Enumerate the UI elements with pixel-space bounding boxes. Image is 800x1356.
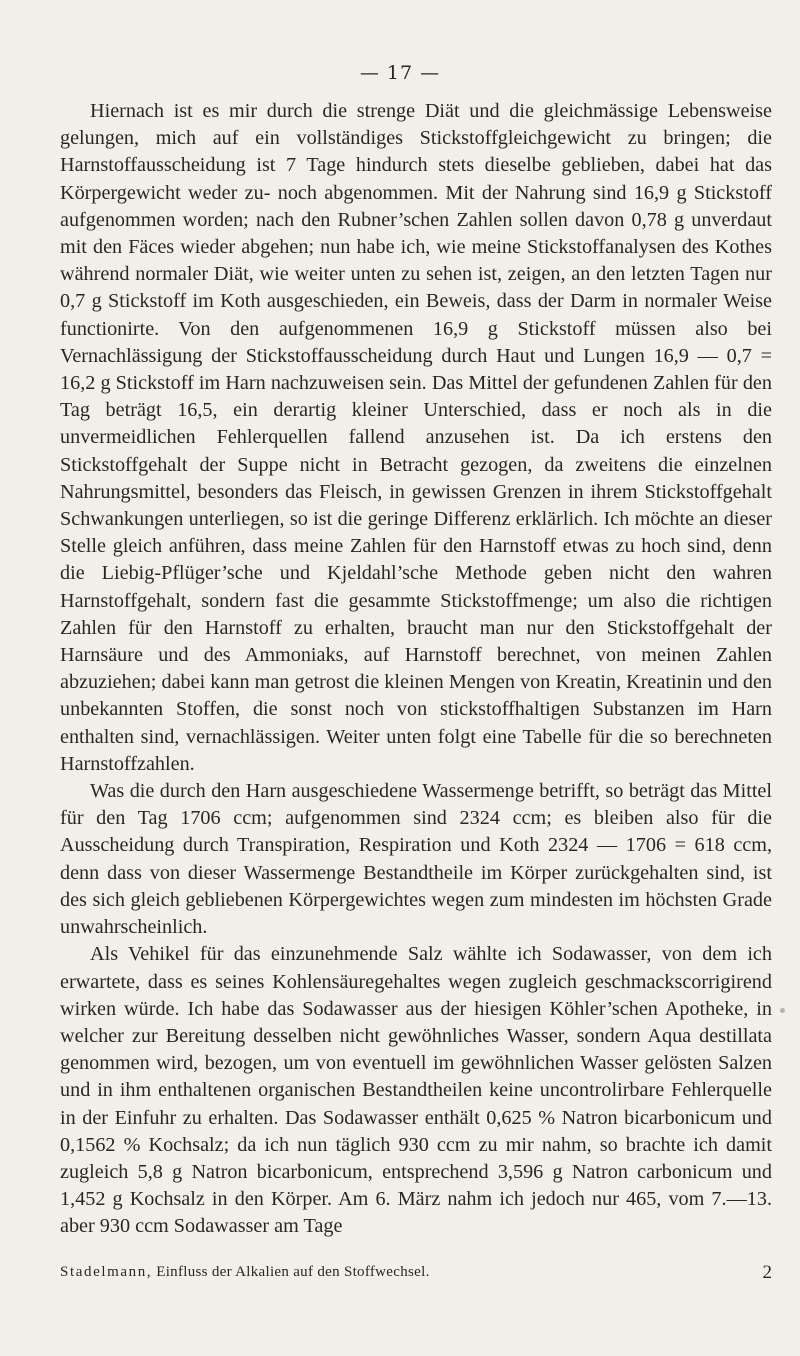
paragraph-3: Als Vehikel für das einzunehmende Salz wählte ich Sodawasser, von dem ich erwartete, dass es seines Kohlensäuregehaltes wegen zugleich geschmackscorrigirend wirken würde. Ich habe das Sodawasser aus der hiesigen Köhler’schen Apotheke, in welcher zur Bereitung desselben nicht gewöhnliches Wasser, sondern Aqua destillata genommen wird, bezogen, um von eventuell im gewöhnlichen Wasser gelösten Salzen und in ihm enthaltenen organischen Bestandtheilen keine uncontrolirbare Fehlerquelle in der Einfuhr zu erhalten. Das Sodawasser enthält 0,625 % Natron bicarbonicum und 0,1562 % Kochsalz; da ich nun täglich 930 ccm zu mir nahm, so brachte ich damit zugleich 5,8 g Natron bicarbonicum, entsprechend 3,596 g Natron carbonicum und 1,452 g Kochsalz in den Körper. Am 6. März nahm ich jedoch nur 465, vom 7.—13. aber 930 ccm Sodawasser am Tage <box>60 943 772 1238</box>
paper-speck <box>780 1008 785 1013</box>
paragraph-1: Hiernach ist es mir durch die strenge Diät und die gleichmässige Lebensweise gelungen, mich auf ein vollständiges Stickstoffgleichgewicht zu bringen; die Harnstoffausscheidung ist 7 Tage hindurch stets dieselbe geblieben, dabei hat das Körpergewicht weder zu- noch abgenommen. Mit der Nahrung sind 16,9 g Stickstoff aufgenommen worden; nach den Rubner’schen Zahlen sollen davon 0,78 g unverdaut mit den Fäces wieder abgehen; nun habe ich, wie meine Stickstoffanalysen des Kothes während normaler Diät, wie weiter unten zu sehen ist, zeigen, an den letzten Tagen nur 0,7 g Stickstoff im Koth ausgeschieden, ein Beweis, dass der Darm in normaler Weise functionirte. Von den aufgenommenen 16,9 g Stickstoff müssen also bei Vernachlässigung der Stickstoffausscheidung durch Haut und Lungen 16,9 — 0,7 = 16,2 g Stickstoff im Harn nachzuweisen sein. Das Mittel der gefundenen Zahlen für den Tag beträgt 16,5, ein derartig kleiner Unterschied, dass er noch als in die unvermeidlichen Fehlerquellen fallend anzusehen ist. Da ich erstens den Stickstoffgehalt der Suppe nicht in Betracht gezogen, da zweitens die einzelnen Nahrungsmittel, besonders das Fleisch, in gewissen Grenzen in ihrem Stickstoffgehalt Schwankungen unterliegen, so ist die geringe Differenz erklärlich. Ich möchte an dieser Stelle gleich anführen, dass meine Zahlen für den Harnstoff etwas zu hoch sind, denn die Liebig-Pflüger’sche und Kjeldahl’sche Methode geben nicht den wahren Harnstoffgehalt, sondern fast die gesammte Stickstoffmenge; um also die richtigen Zahlen für den Harnstoff zu erhalten, braucht man nur den Stickstoffgehalt der Harnsäure und des Ammoniaks, auf Harnstoff berechnet, von meinen Zahlen abzuziehen; dabei kann man getrost die kleinen Mengen von Kreatin, Kreatinin und den unbekannten Stoffen, die sonst noch von stickstoffhaltigen Substanzen im Harn enthalten sind, vernachlässigen. Weiter unten folgt eine Tabelle für die so berechneten Harnstoffzahlen. <box>60 100 772 775</box>
paragraph-2: Was die durch den Harn ausgeschiedene Wassermenge betrifft, so beträgt das Mittel für den Tag 1706 ccm; aufgenommen sind 2324 ccm; es bleiben also für die Ausscheidung durch Transpiration, Respiration und Koth 2324 — 1706 = 618 ccm, denn dass von dieser Wassermenge Bestandtheile im Körper zurückgehalten sind, ist des sich gleich gebliebenen Körpergewichtes wegen zum mindesten im höchsten Grade unwahrscheinlich. <box>60 780 772 939</box>
page-number: — 17 — <box>359 62 441 84</box>
signature-mark: 2 <box>762 1262 772 1283</box>
footer-title: Einfluss der Alkalien auf den Stoffwechsel. <box>156 1264 430 1280</box>
footer-reference <box>60 1264 430 1281</box>
footer-author: Stadelmann, <box>60 1264 153 1280</box>
body-text <box>60 98 772 1241</box>
